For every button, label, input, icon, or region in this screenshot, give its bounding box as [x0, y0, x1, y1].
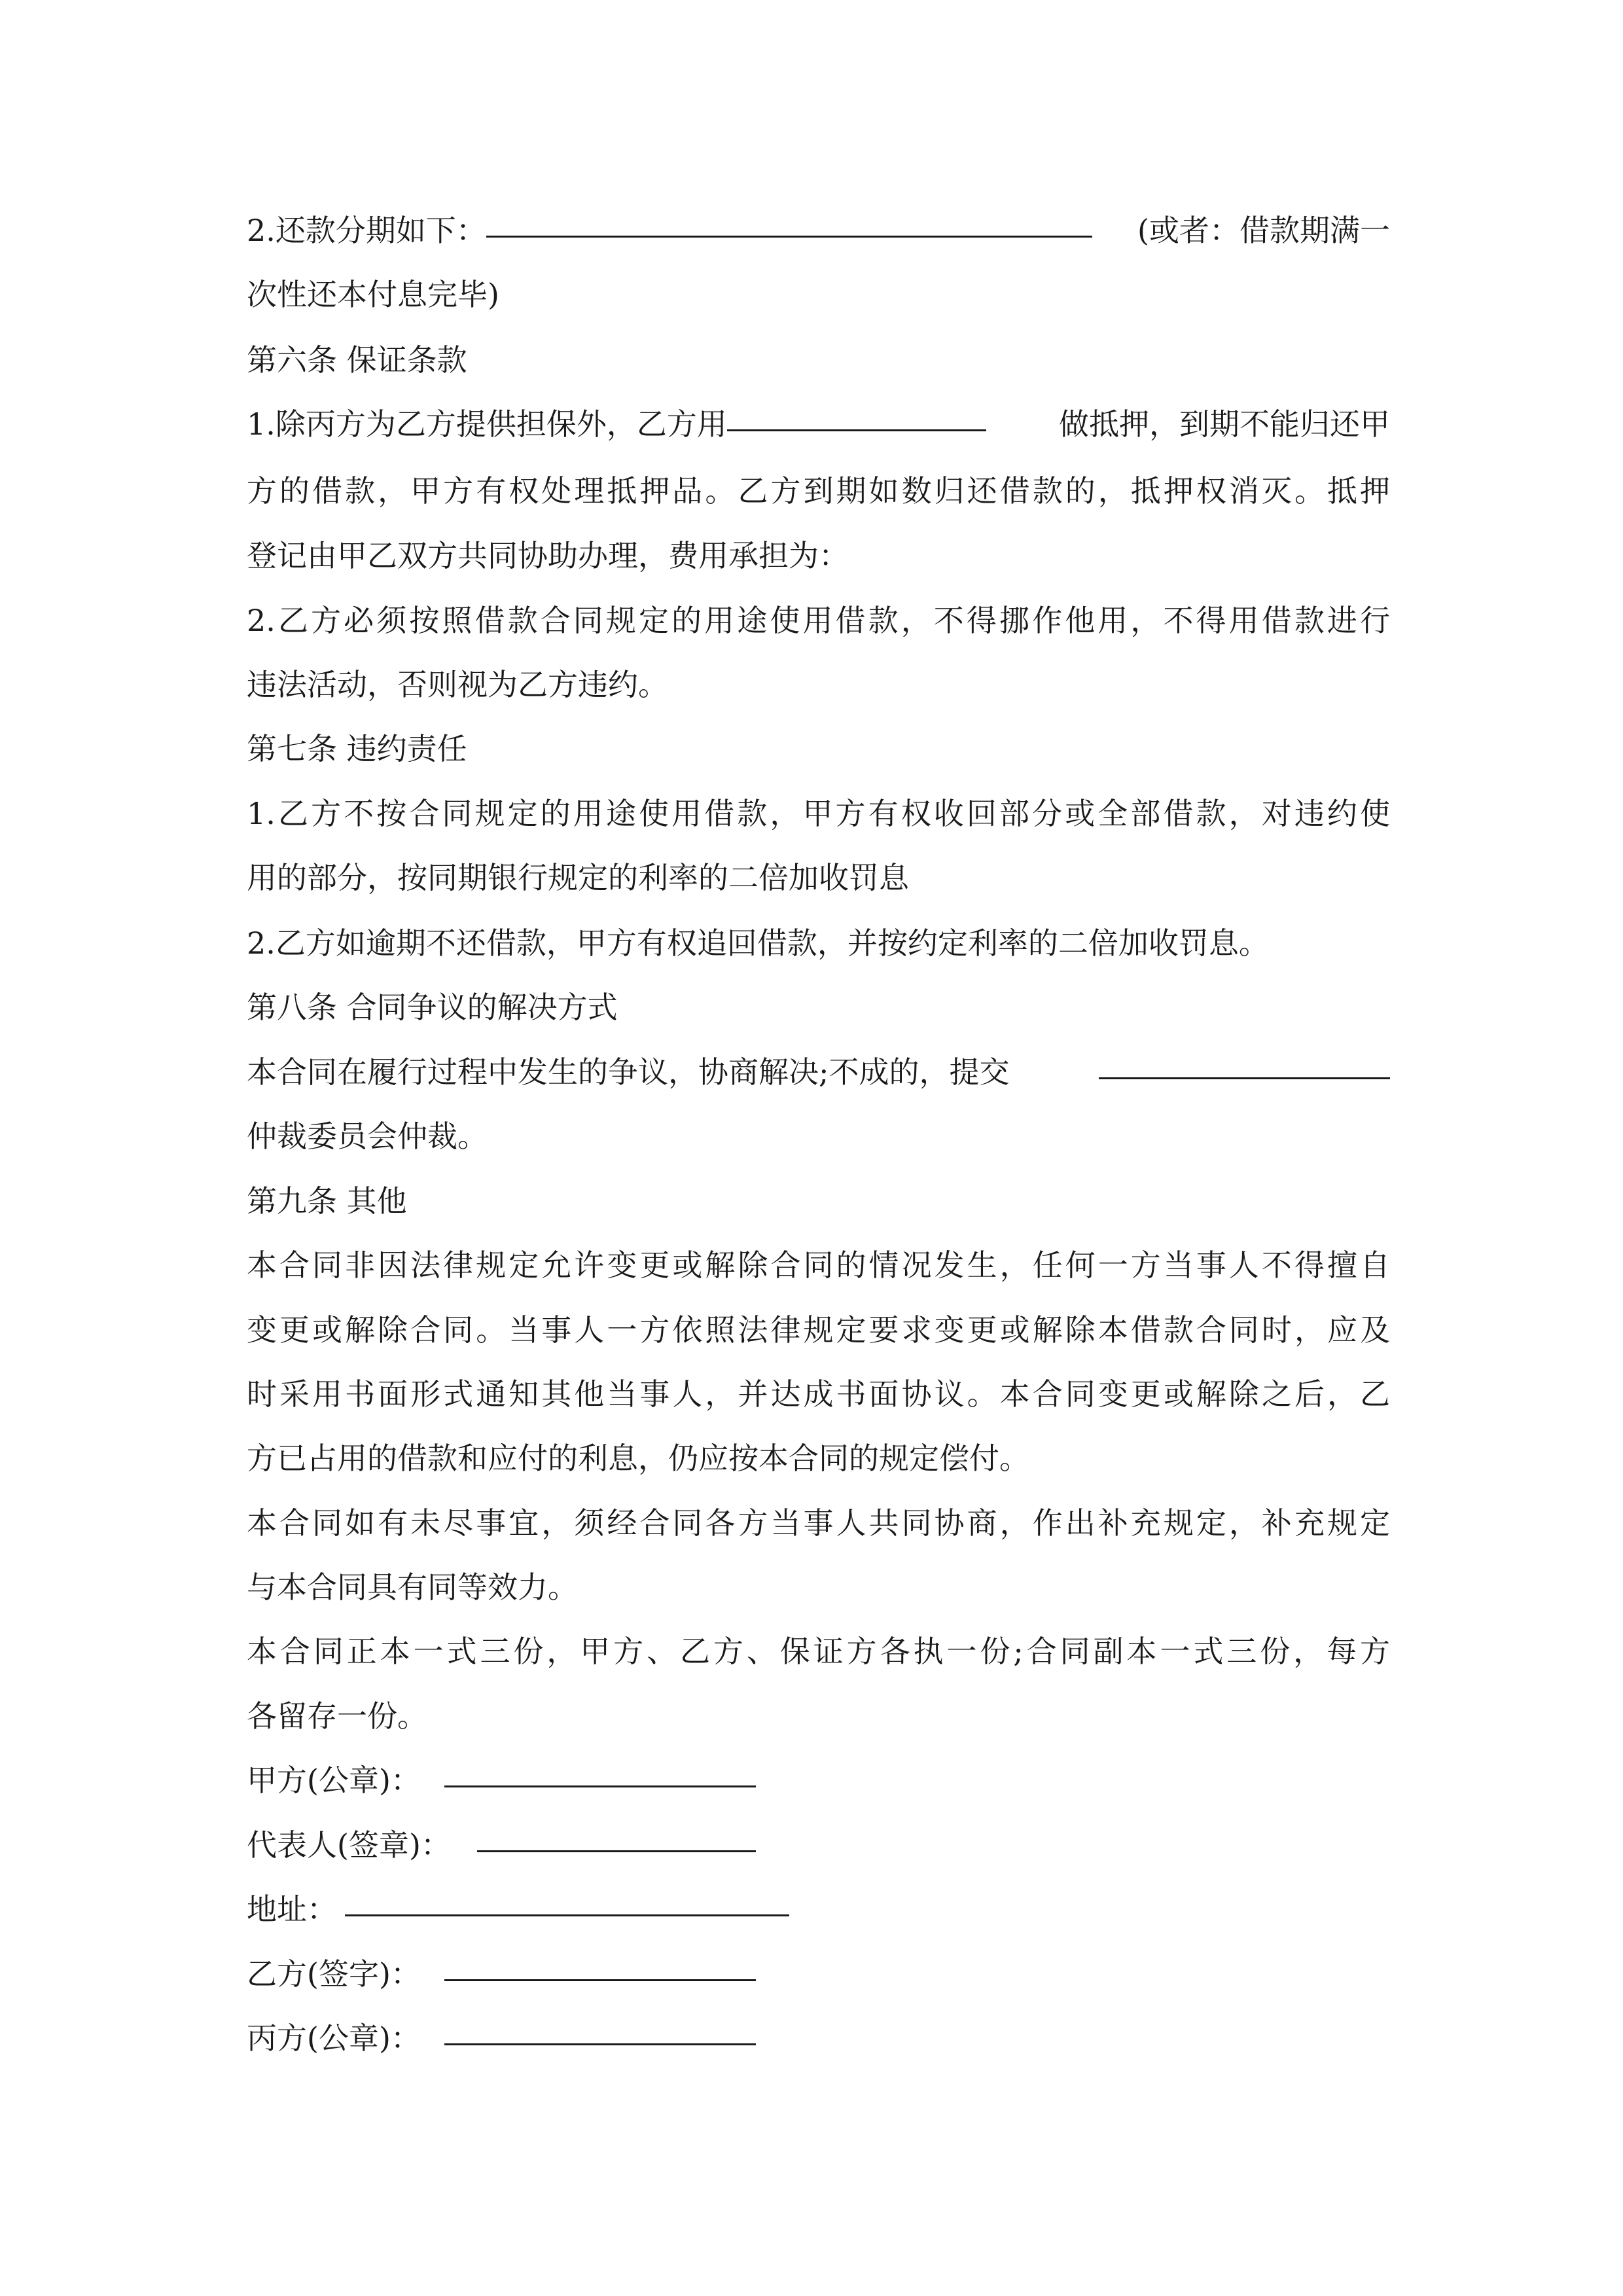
- heading-text: 第六条 保证条款: [247, 342, 467, 378]
- body-line: [247, 910, 1390, 976]
- party-a-seal-label: 甲方(公章)：: [247, 1763, 421, 1798]
- body-text: 与本合同具有同等效力。: [247, 1570, 578, 1605]
- body-text: 时采用书面形式通知其他当事人，并达成书面协议。本合同变更或解除之后，乙: [247, 1376, 1390, 1412]
- heading-text: 第九条 其他: [247, 1183, 407, 1219]
- body-text: 变更或解除合同。当事人一方依照法律规定要求变更或解除本借款合同时，应及: [247, 1312, 1390, 1348]
- body-line: [247, 1103, 1390, 1169]
- article-7-heading: [247, 716, 1390, 781]
- collateral-continuation: 做抵押，到期不能归还甲: [1059, 406, 1390, 442]
- address-label: 地址：: [247, 1892, 337, 1927]
- body-line: [247, 1490, 1390, 1556]
- body-line: [247, 1426, 1390, 1491]
- body-text: 违法活动，否则视为乙方违约。: [247, 667, 668, 702]
- body-text: 方已占用的借款和应付的利息，仍应按本合同的规定偿付。: [247, 1441, 1029, 1476]
- body-text: 本合同非因法律规定允许变更或解除合同的情况发生，任何一方当事人不得擅自: [247, 1247, 1390, 1283]
- body-text: 2.乙方如逾期不还借款，甲方有权追回借款，并按约定利率的二倍加收罚息。: [247, 925, 1269, 961]
- heading-text: 第七条 违约责任: [247, 731, 467, 766]
- body-text: 2.乙方必须按照借款合同规定的用途使用借款，不得挪作他用，不得用借款进行: [247, 603, 1390, 638]
- body-line: [247, 588, 1390, 653]
- representative-blank[interactable]: [477, 1812, 756, 1852]
- body-text: 仲裁委员会仲裁。: [247, 1119, 488, 1154]
- body-line: [247, 652, 1390, 717]
- address-line: [247, 1876, 1390, 1942]
- arbitration-label: 本合同在履行过程中发生的争议，协商解决;不成的，提交: [247, 1054, 1010, 1090]
- body-text: 本合同正本一式三份，甲方、乙方、保证方各执一份;合同副本一式三份，每方: [247, 1634, 1390, 1669]
- representative-label: 代表人(签章)：: [247, 1827, 451, 1863]
- party-c-seal-blank[interactable]: [444, 2005, 756, 2045]
- arbitration-blank[interactable]: [1099, 1039, 1390, 1079]
- heading-text: 第八条 合同争议的解决方式: [247, 990, 618, 1025]
- repayment-alternative-text: (或者：借款期满一: [1137, 213, 1390, 248]
- repayment-installments-label: 2.还款分期如下：: [247, 213, 486, 248]
- article-8-heading: [247, 975, 1390, 1040]
- body-line: [247, 1554, 1390, 1620]
- party-c-seal-label: 丙方(公章)：: [247, 2020, 421, 2056]
- body-line: [247, 1232, 1390, 1298]
- representative-line: [247, 1812, 1390, 1878]
- article-9-heading: [247, 1168, 1390, 1234]
- body-text: 1.乙方不按合同规定的用途使用借款，甲方有权收回部分或全部借款，对违约使: [247, 796, 1390, 831]
- repayment-installments-line: [247, 198, 1390, 263]
- article-6-heading: [247, 327, 1390, 393]
- party-b-sign-label: 乙方(签字)：: [247, 1956, 421, 1992]
- body-line: [247, 781, 1390, 846]
- party-a-seal-line: [247, 1748, 1390, 1813]
- party-b-sign-blank[interactable]: [444, 1941, 756, 1981]
- arbitration-line: [247, 1039, 1390, 1105]
- body-text: 用的部分，按同期银行规定的利率的二倍加收罚息: [247, 860, 909, 895]
- body-line: [247, 1297, 1390, 1363]
- body-text: 方的借款，甲方有权处理抵押品。乙方到期如数归还借款的，抵押权消灭。抵押: [247, 473, 1390, 509]
- body-line: [247, 845, 1390, 910]
- body-line: [247, 458, 1390, 524]
- party-a-seal-blank[interactable]: [444, 1748, 756, 1787]
- body-line: [247, 1683, 1390, 1749]
- body-text: 本合同如有未尽事宜，须经合同各方当事人共同协商，作出补充规定，补充规定: [247, 1505, 1390, 1541]
- body-text: 登记由甲乙双方共同协助办理，费用承担为：: [247, 538, 849, 573]
- body-line: [247, 1619, 1390, 1684]
- collateral-label: 1.除丙方为乙方提供担保外，乙方用: [247, 406, 727, 442]
- party-b-sign-line: [247, 1941, 1390, 2007]
- body-text: 各留存一份。: [247, 1698, 427, 1734]
- body-line: [247, 262, 1390, 327]
- collateral-blank[interactable]: [727, 391, 986, 431]
- party-c-seal-line: [247, 2005, 1390, 2071]
- address-blank[interactable]: [345, 1876, 789, 1916]
- repayment-installments-blank[interactable]: [486, 198, 1092, 238]
- collateral-line: [247, 391, 1390, 457]
- body-line: [247, 1361, 1390, 1427]
- body-text: 次性还本付息完毕): [247, 277, 499, 312]
- body-line: [247, 523, 1390, 588]
